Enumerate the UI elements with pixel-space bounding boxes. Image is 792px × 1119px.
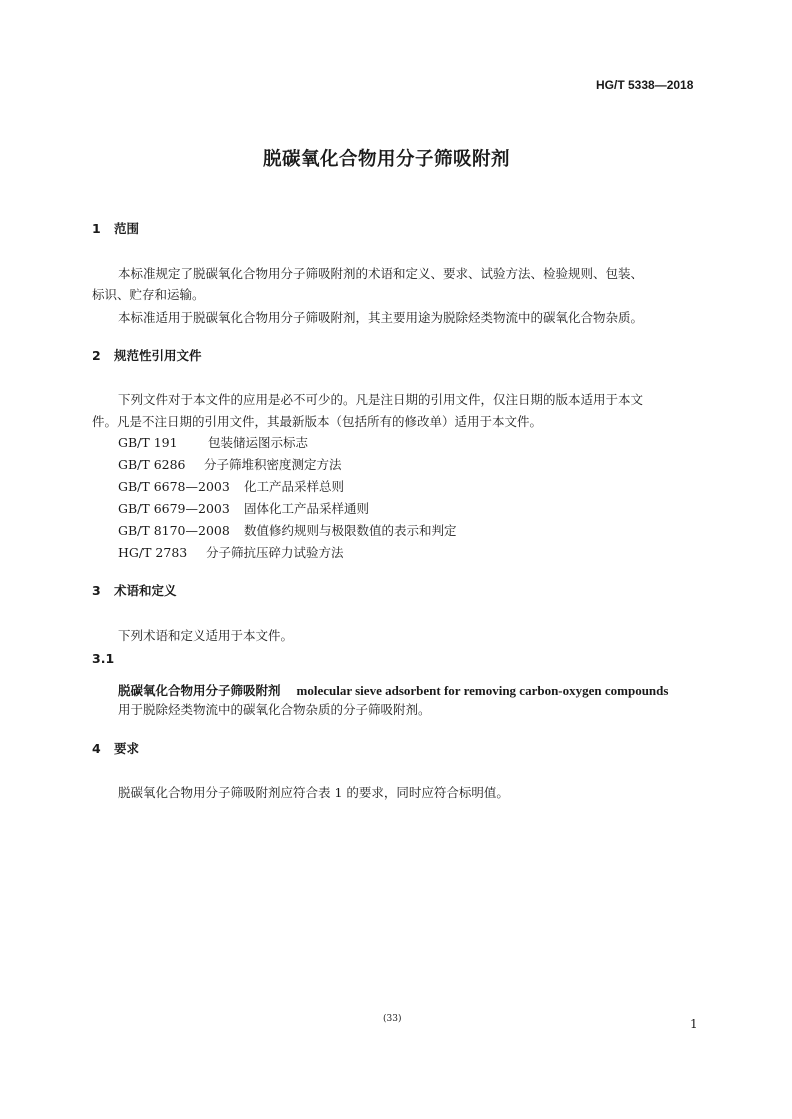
reference-item — [118, 521, 457, 539]
reference-code: HG/T 2783 — [118, 545, 188, 560]
refs-intro-line: 下列文件对于本文件的应用是必不可少的。凡是注日期的引用文件，仅注日期的版本适用于本文 — [118, 392, 644, 407]
terms-intro: 下列术语和定义适用于本文件。 — [118, 628, 294, 643]
section-1-heading — [92, 219, 139, 237]
term-heading — [118, 680, 668, 699]
section-4-heading — [92, 739, 139, 757]
refs-intro-line: 件。凡是不注日期的引用文件，其最新版本（包括所有的修改单）适用于本文件。 — [92, 414, 543, 429]
section-title: 要求 — [114, 741, 140, 756]
reference-code: GB/T 6679—2003 — [118, 501, 230, 516]
scope-paragraph: 本标准适用于脱碳氧化合物用分子筛吸附剂，其主要用途为脱除烃类物流中的碳氧化合物杂质。 — [118, 310, 644, 325]
section-title: 术语和定义 — [114, 583, 177, 598]
standard-code: HG/T 5338—2018 — [596, 78, 694, 92]
reference-item — [118, 543, 344, 561]
reference-code: GB/T 6678—2003 — [118, 479, 230, 494]
section-number: 3 — [92, 583, 101, 598]
reference-title: 分子筛抗压碎力试验方法 — [206, 545, 344, 560]
reference-title: 数值修约规则与极限数值的表示和判定 — [244, 523, 457, 538]
footer-mark: (33) — [383, 1014, 402, 1024]
term-name-cn: 脱碳氧化合物用分子筛吸附剂 — [118, 683, 281, 698]
reference-code: GB/T 6286 — [118, 457, 186, 472]
reference-item — [118, 433, 308, 451]
term-name-en: molecular sieve adsorbent for removing carbon-oxygen compounds — [296, 683, 669, 698]
reference-title: 固体化工产品采样通则 — [244, 501, 370, 516]
reference-code: GB/T 191 — [118, 435, 178, 450]
page-number: 1 — [690, 1017, 698, 1031]
document-title: 脱碳氧化合物用分子筛吸附剂 — [263, 149, 511, 170]
scope-paragraph-line: 标识、贮存和运输。 — [92, 287, 205, 302]
term-number: 3.1 — [92, 651, 115, 666]
reference-title: 包装储运图示标志 — [208, 435, 309, 450]
section-number: 2 — [92, 348, 101, 363]
section-number: 1 — [92, 221, 101, 236]
reference-item — [118, 455, 342, 473]
section-title: 范围 — [114, 221, 140, 236]
reference-code: GB/T 8170—2008 — [118, 523, 230, 538]
scope-paragraph-line: 本标准规定了脱碳氧化合物用分子筛吸附剂的术语和定义、要求、试验方法、检验规则、包装、 — [118, 266, 644, 281]
reference-item — [118, 499, 369, 517]
section-number: 4 — [92, 741, 101, 756]
section-2-heading — [92, 346, 202, 364]
reference-title: 化工产品采样总则 — [244, 479, 345, 494]
requirements-paragraph: 脱碳氧化合物用分子筛吸附剂应符合表 1 的要求，同时应符合标明值。 — [118, 785, 509, 800]
section-3-heading — [92, 581, 177, 599]
term-definition: 用于脱除烃类物流中的碳氧化合物杂质的分子筛吸附剂。 — [118, 702, 431, 717]
section-title: 规范性引用文件 — [114, 348, 202, 363]
reference-item — [118, 477, 344, 495]
reference-title: 分子筛堆积密度测定方法 — [204, 457, 342, 472]
